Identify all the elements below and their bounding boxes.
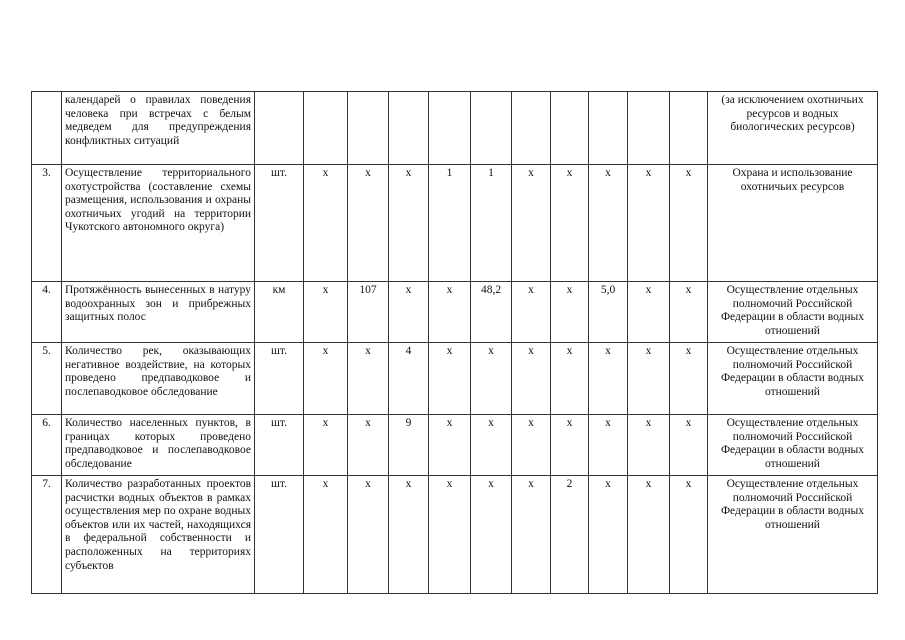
value-cell: 2 xyxy=(551,476,589,594)
row-number-cell: 3. xyxy=(32,165,62,282)
value-cell: х xyxy=(628,476,670,594)
value-cell: х xyxy=(429,476,471,594)
document-table xyxy=(31,91,878,594)
value-cell: х xyxy=(670,476,708,594)
row-number-cell xyxy=(32,92,62,165)
value-cell: х xyxy=(389,165,429,282)
value-cell xyxy=(551,92,589,165)
indicator-name-cell: Протяжённость вынесенных в натуру водоохранных зон и прибрежных защитных полос xyxy=(62,282,255,343)
value-cell: х xyxy=(628,282,670,343)
value-cell: х xyxy=(670,415,708,476)
table-row xyxy=(32,165,878,282)
value-cell xyxy=(670,92,708,165)
value-cell: х xyxy=(471,415,512,476)
value-cell: 107 xyxy=(348,282,389,343)
value-cell: х xyxy=(348,165,389,282)
table-row xyxy=(32,415,878,476)
note-cell: Осуществление отдельных полномочий Российской Федерации в области водных отношений xyxy=(708,476,878,594)
value-cell: х xyxy=(389,476,429,594)
note-cell: Осуществление отдельных полномочий Российской Федерации в области водных отношений xyxy=(708,415,878,476)
value-cell: х xyxy=(628,415,670,476)
value-cell: х xyxy=(512,343,551,415)
value-cell xyxy=(348,92,389,165)
value-cell xyxy=(589,92,628,165)
table-row xyxy=(32,476,878,594)
row-number-cell: 4. xyxy=(32,282,62,343)
value-cell xyxy=(304,92,348,165)
table-row xyxy=(32,343,878,415)
value-cell: 4 xyxy=(389,343,429,415)
value-cell: х xyxy=(512,282,551,343)
value-cell: х xyxy=(429,343,471,415)
value-cell: х xyxy=(304,282,348,343)
value-cell: х xyxy=(348,343,389,415)
value-cell: х xyxy=(670,343,708,415)
value-cell: х xyxy=(589,476,628,594)
value-cell: х xyxy=(304,343,348,415)
unit-cell: шт. xyxy=(255,165,304,282)
value-cell: х xyxy=(628,343,670,415)
value-cell: х xyxy=(589,343,628,415)
unit-cell xyxy=(255,92,304,165)
value-cell: х xyxy=(348,415,389,476)
value-cell: х xyxy=(551,282,589,343)
value-cell: х xyxy=(670,165,708,282)
note-cell: (за исключением охотничьих ресурсов и водных биологических ресурсов) xyxy=(708,92,878,165)
row-number-cell: 7. xyxy=(32,476,62,594)
value-cell: 1 xyxy=(471,165,512,282)
value-cell: 1 xyxy=(429,165,471,282)
value-cell: 9 xyxy=(389,415,429,476)
value-cell: х xyxy=(304,165,348,282)
value-cell: х xyxy=(551,343,589,415)
value-cell: х xyxy=(471,343,512,415)
value-cell: х xyxy=(628,165,670,282)
value-cell xyxy=(471,92,512,165)
value-cell: х xyxy=(589,165,628,282)
value-cell: х xyxy=(429,415,471,476)
value-cell: х xyxy=(471,476,512,594)
table-row xyxy=(32,92,878,165)
value-cell: х xyxy=(348,476,389,594)
value-cell: х xyxy=(389,282,429,343)
note-cell: Осуществление отдельных полномочий Российской Федерации в области водных отношений xyxy=(708,343,878,415)
indicator-name-cell: Количество рек, оказывающих негативное воздействие, на которых проведено предпаводковое и послепаводковое обследование xyxy=(62,343,255,415)
indicator-name-cell: Осуществление территориального охотустройства (составление схемы размещения, использования и охраны охотничьих угодий на территории Чукотского автономного округа) xyxy=(62,165,255,282)
value-cell: х xyxy=(551,165,589,282)
value-cell: х xyxy=(304,476,348,594)
unit-cell: км xyxy=(255,282,304,343)
value-cell xyxy=(389,92,429,165)
value-cell: х xyxy=(670,282,708,343)
value-cell: 48,2 xyxy=(471,282,512,343)
value-cell: х xyxy=(304,415,348,476)
value-cell xyxy=(512,92,551,165)
unit-cell: шт. xyxy=(255,343,304,415)
value-cell: х xyxy=(512,476,551,594)
value-cell xyxy=(429,92,471,165)
value-cell: х xyxy=(551,415,589,476)
note-cell: Охрана и использование охотничьих ресурсов xyxy=(708,165,878,282)
value-cell xyxy=(628,92,670,165)
indicator-name-cell: Количество населенных пунктов, в границах которых проведено предпаводковое и послепаводковое обследование xyxy=(62,415,255,476)
table-row xyxy=(32,282,878,343)
value-cell: х xyxy=(589,415,628,476)
value-cell: 5,0 xyxy=(589,282,628,343)
value-cell: х xyxy=(512,415,551,476)
value-cell: х xyxy=(512,165,551,282)
note-cell: Осуществление отдельных полномочий Российской Федерации в области водных отношений xyxy=(708,282,878,343)
indicator-name-cell: Количество разработанных проектов расчистки водных объектов в рамках осуществления мер по охране водных объектов или их частей, находящихся в федеральной собственности и расположенных на территориях субъектов xyxy=(62,476,255,594)
value-cell: х xyxy=(429,282,471,343)
unit-cell: шт. xyxy=(255,415,304,476)
row-number-cell: 6. xyxy=(32,415,62,476)
indicator-name-cell: календарей о правилах поведения человека при встречах с белым медведем для предупреждения конфликтных ситуаций xyxy=(62,92,255,165)
unit-cell: шт. xyxy=(255,476,304,594)
row-number-cell: 5. xyxy=(32,343,62,415)
